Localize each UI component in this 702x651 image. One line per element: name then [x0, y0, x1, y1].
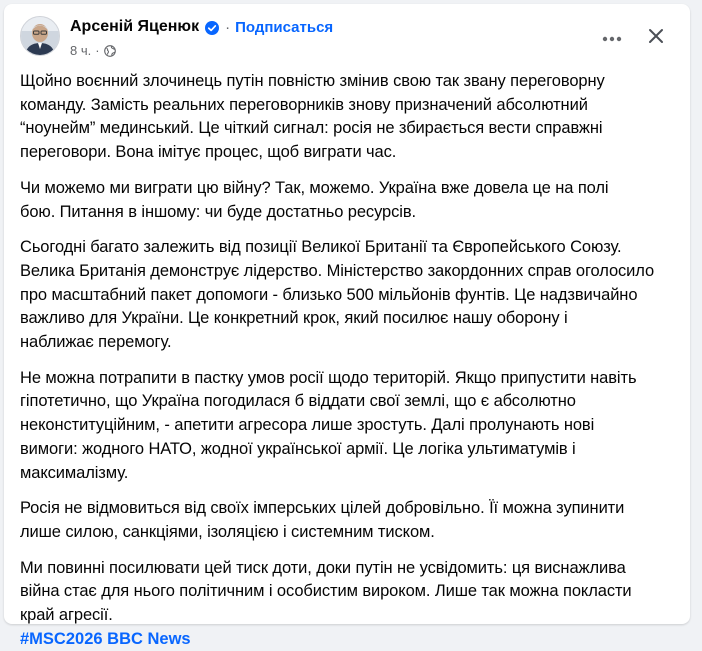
- post-paragraph: [20, 367, 666, 486]
- text-line: про масштабний пакет допомоги - близько 500 мільйонів фунтів. Це надзвичайно: [20, 285, 638, 304]
- text-line: Не можна потрапити в пастку умов росії щодо територій. Якщо припустити навіть: [20, 368, 637, 387]
- hashtag-link[interactable]: #MSC2026: [20, 629, 103, 648]
- subscribe-button[interactable]: Подписаться: [235, 18, 334, 36]
- text-line: команду. Замість реальних переговорників знову призначений абсолютний: [20, 95, 588, 114]
- globe-icon[interactable]: [104, 44, 116, 56]
- post-meta: [70, 42, 116, 58]
- author-separator: ·: [225, 18, 231, 36]
- post-card: [4, 4, 690, 648]
- text-line: край агресії.: [20, 606, 113, 625]
- text-line: важливо для України. Це конкретний крок, який посилює нашу оборону і: [20, 309, 568, 328]
- text-line: Чи можемо ми виграти цю війну? Так, можемо. Україна вже довела це на полі: [20, 178, 609, 197]
- author-avatar[interactable]: [20, 16, 60, 56]
- author-name[interactable]: Арсеній Яценюк: [70, 18, 200, 35]
- post-paragraph: [20, 236, 666, 355]
- text-line: гіпотетично, що Україна погодилася б віддати свої землі, що є абсолютно: [20, 392, 576, 411]
- post-body: [20, 70, 666, 651]
- text-line: Ми повинні посилювати цей тиск доти, доки путін не усвідомить: ця виснажлива: [20, 558, 626, 577]
- post-paragraph: [20, 497, 666, 544]
- text-line: переговори. Вона імітує процес, щоб виграти час.: [20, 143, 397, 162]
- text-line: наближає перемогу.: [20, 333, 172, 352]
- text-line: вимоги: жодного НАТО, жодної української армії. Це логіка ультиматумів і: [20, 439, 576, 458]
- hashtag-link[interactable]: BBC News: [107, 629, 191, 648]
- close-button[interactable]: [638, 20, 674, 56]
- author-line: [70, 16, 333, 38]
- text-line: максималізму.: [20, 463, 129, 482]
- hashtag-line: [20, 628, 666, 651]
- close-icon: [648, 28, 664, 49]
- post-paragraph: [20, 557, 666, 628]
- text-line: Щойно воєнний злочинець путін повністю змінив свою так звану переговорну: [20, 72, 605, 90]
- verified-badge-icon: [205, 21, 219, 35]
- text-line: лише силою, санкціями, ізоляцією і системним тиском.: [20, 522, 435, 541]
- more-dots-icon: [602, 29, 622, 47]
- post-paragraph: [20, 70, 666, 165]
- meta-separator: ·: [95, 42, 100, 58]
- text-line: бою. Питання в іншому: чи буде достатньо ресурсів.: [20, 202, 416, 221]
- text-line: Сьогодні багато залежить від позиції Великої Британії та Європейського Союзу.: [20, 238, 622, 257]
- text-line: неконституційним, - апетити агресора лише зростуть. Далі пролунають нові: [20, 416, 595, 435]
- text-line: війна стає для нього політичним і особистим вироком. Лише так можна покласти: [20, 582, 632, 601]
- text-line: “ноунейм” мединський. Це чіткий сигнал: росія не збирається вести справжні: [20, 119, 603, 138]
- post-header: [20, 14, 674, 64]
- post-timestamp[interactable]: 8 ч.: [70, 42, 92, 58]
- text-line: Росія не відмовиться від своїх імперських цілей добровільно. Її можна зупинити: [20, 499, 625, 518]
- text-line: Велика Британія демонструє лідерство. Міністерство закордонних справ оголосило: [20, 261, 655, 280]
- post-paragraph: [20, 177, 666, 224]
- more-options-button[interactable]: [594, 20, 630, 56]
